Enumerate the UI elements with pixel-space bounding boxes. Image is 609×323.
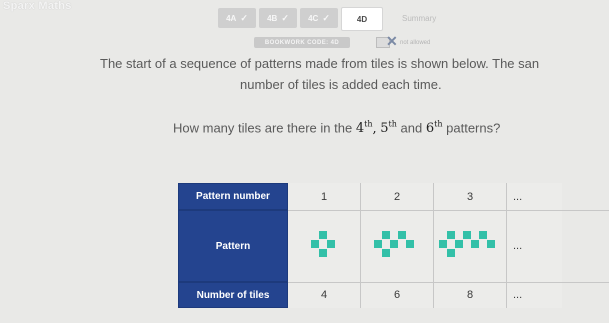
pattern-3-tiles	[437, 231, 503, 261]
table-cell: 4	[288, 282, 361, 308]
pattern-3-cell	[434, 210, 507, 282]
math-6th	[426, 121, 443, 136]
cross-icon: ✕	[386, 33, 398, 49]
tile	[319, 231, 327, 239]
tile	[382, 231, 390, 239]
tile	[398, 231, 406, 239]
tile	[311, 240, 319, 248]
tab-label: Summary	[402, 13, 437, 23]
ask-prefix: How many tiles are there in the	[173, 120, 353, 136]
calculator-icon	[376, 33, 398, 49]
math-number: 6	[425, 121, 435, 137]
tile	[374, 240, 382, 248]
pattern-2-cell	[361, 210, 434, 282]
tab-label: 4B	[267, 13, 278, 23]
question-line-2: number of tiles is added each time.	[240, 77, 442, 92]
calculator-status-label: not allowed	[400, 39, 431, 46]
table-cell-ellipsis: ...	[507, 210, 562, 282]
table-cell: 8	[434, 282, 507, 308]
row-header-pattern: Pattern	[178, 210, 288, 282]
pattern-1-cell	[288, 210, 361, 282]
tile	[463, 231, 471, 239]
check-icon: ✓	[240, 12, 248, 23]
check-icon: ✓	[281, 12, 289, 23]
table-cell: 6	[361, 282, 434, 308]
ask-suffix: patterns?	[446, 120, 501, 136]
math-number: 5	[380, 121, 389, 137]
question-ask	[173, 120, 500, 136]
math-suffix: th	[364, 120, 373, 129]
pattern-2-tiles	[372, 231, 422, 261]
tab-4c[interactable]	[300, 8, 338, 28]
row-header-number-of-tiles: Number of tiles	[178, 282, 288, 308]
check-icon: ✓	[322, 12, 330, 23]
math-number: 4	[355, 121, 365, 137]
table-cell-ellipsis: ...	[507, 183, 562, 210]
tile	[439, 240, 447, 248]
tab-label: 4A	[226, 13, 237, 23]
tab-4d[interactable]	[341, 7, 383, 31]
tile	[479, 231, 487, 239]
tab-summary[interactable]	[386, 8, 492, 28]
table-cell: 1	[288, 183, 361, 210]
table-cell: 2	[361, 183, 434, 210]
tile	[455, 240, 463, 248]
row-divider	[288, 282, 609, 283]
table-row	[178, 282, 562, 308]
tile	[447, 249, 455, 257]
calculator-status	[376, 33, 431, 49]
row-header-pattern-number: Pattern number	[178, 183, 288, 210]
math-4th	[356, 121, 373, 136]
tab-label: 4C	[308, 13, 319, 23]
math-suffix: th	[434, 120, 443, 129]
task-tabs	[218, 8, 492, 30]
math-comma: ,	[372, 121, 377, 137]
tile	[406, 240, 414, 248]
tab-label: 4D	[356, 14, 368, 24]
math-suffix: th	[388, 120, 397, 129]
tile	[471, 240, 479, 248]
tile	[487, 240, 495, 248]
ask-and: and	[400, 120, 423, 136]
tile	[447, 231, 455, 239]
row-divider	[288, 210, 609, 211]
bookwork-code-badge: BOOKWORK CODE: 4D	[254, 37, 350, 48]
tile	[382, 249, 390, 257]
table-row	[178, 183, 562, 210]
tile	[327, 240, 335, 248]
question-line-1: The start of a sequence of patterns made from tiles is shown below. The san	[100, 56, 540, 71]
tab-4b[interactable]	[259, 8, 297, 28]
pattern-1-tiles	[309, 231, 339, 261]
math-5th	[380, 121, 397, 136]
tile	[390, 240, 398, 248]
table-cell: 3	[434, 183, 507, 210]
table-row	[178, 210, 562, 282]
app-logo: Sparx Maths	[3, 0, 72, 12]
table-cell-ellipsis: ...	[507, 282, 562, 308]
tile	[319, 249, 327, 257]
tab-4a[interactable]	[218, 8, 256, 28]
